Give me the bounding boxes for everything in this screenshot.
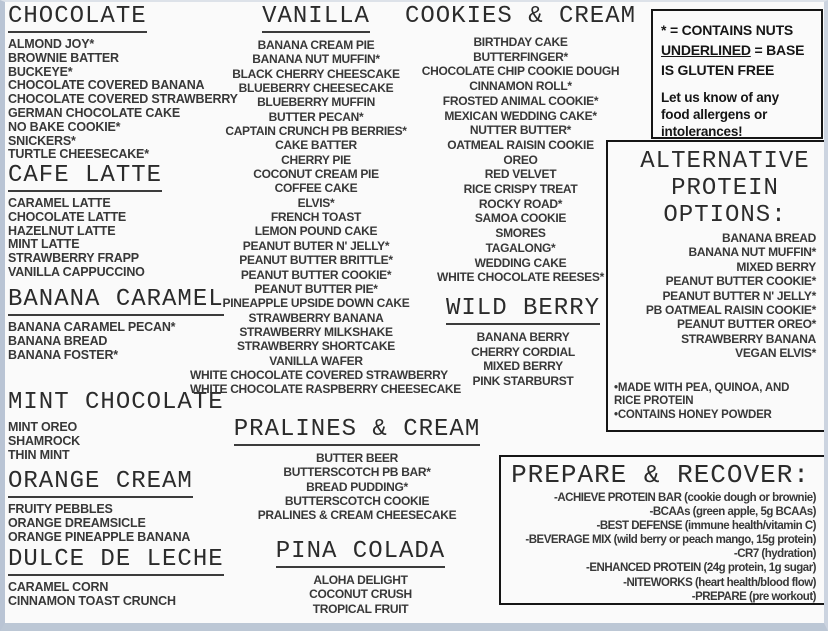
menu-item: VANILLA CAPPUCCINO xyxy=(8,264,145,279)
product-item: -BEVERAGE MIX (wild berry or peach mango, 15g protein) xyxy=(525,534,816,547)
menu-item: BUTTERSCOTCH PB BAR* xyxy=(283,465,431,480)
menu-item: SMORES xyxy=(495,226,546,241)
menu-item: BREAD PUDDING* xyxy=(306,479,408,494)
section-pina-colada-title: PINA COLADA xyxy=(276,539,445,568)
menu-item: CAKE BATTER xyxy=(275,138,357,153)
menu-item: FRENCH TOAST xyxy=(270,210,362,225)
menu-item: PB OATMEAL RAISIN COOKIE* xyxy=(645,303,816,318)
menu-item: BLUEBERRY CHEESECAKE xyxy=(238,81,394,96)
prepare-recover-box xyxy=(499,455,826,605)
section-dulce-de-leche-title: DULCE DE LECHE xyxy=(8,547,224,576)
menu-item: CAPTAIN CRUNCH PB BERRIES* xyxy=(225,124,407,139)
menu-item: COCONUT CREAM PIE xyxy=(253,167,379,182)
section-chocolate-title: CHOCOLATE xyxy=(8,4,147,33)
alt-title-line-2: PROTEIN xyxy=(671,175,779,202)
menu-item: PINEAPPLE UPSIDE DOWN CAKE xyxy=(222,296,410,311)
allergen-legend-box xyxy=(651,9,823,139)
menu-item: MINT OREO xyxy=(8,420,78,434)
section-pina-colada xyxy=(248,539,473,616)
section-pralines-cream-title: PRALINES & CREAM xyxy=(234,417,480,446)
menu-item: STRAWBERRY BANANA xyxy=(248,310,384,325)
section-orange-cream-items xyxy=(8,503,233,544)
menu-item: CARAMEL CORN xyxy=(8,580,109,594)
section-wild-berry xyxy=(428,296,618,389)
menu-item: WEDDING CAKE xyxy=(474,255,567,270)
menu-item: ALOHA DELIGHT xyxy=(313,573,408,587)
menu-item: ORANGE DREAMSICLE xyxy=(8,515,146,530)
section-orange-cream xyxy=(8,469,233,544)
menu-item: BUCKEYE* xyxy=(8,64,73,79)
menu-item: BANANA FOSTER* xyxy=(8,347,118,362)
menu-item: PEANUT BUTTER COOKIE* xyxy=(665,274,816,289)
menu-item: PINK STARBURST xyxy=(472,374,574,389)
menu-item: SHAMROCK xyxy=(8,433,81,448)
section-wild-berry-items xyxy=(428,330,618,389)
menu-item: CHOCOLATE CHIP COOKIE DOUGH xyxy=(421,64,620,79)
menu-item: MIXED BERRY xyxy=(736,259,816,274)
menu-item: BANANA CARAMEL PECAN* xyxy=(8,320,176,334)
section-mint-chocolate-items xyxy=(8,421,233,462)
menu-item: NO BAKE COOKIE* xyxy=(8,119,121,134)
menu-item: COCONUT CRUSH xyxy=(309,587,412,602)
menu-item: BANANA BREAD xyxy=(722,231,816,245)
menu-item: MINT LATTE xyxy=(8,237,80,252)
menu-item: RICE CRISPY TREAT xyxy=(463,182,578,197)
section-dulce-de-leche xyxy=(8,547,233,609)
gluten-free-note xyxy=(661,40,815,80)
menu-item: CARAMEL LATTE xyxy=(8,196,111,210)
section-vanilla-title: VANILLA xyxy=(262,4,370,33)
menu-item: VEGAN ELVIS* xyxy=(735,346,816,361)
menu-item: GERMAN CHOCOLATE CAKE xyxy=(8,105,180,120)
menu-item: BANANA NUT MUFFIN* xyxy=(252,52,380,67)
menu-item: ALMOND JOY* xyxy=(8,37,95,51)
menu-item: ORANGE PINEAPPLE BANANA xyxy=(8,529,191,544)
menu-item: ELVIS* xyxy=(297,195,335,210)
menu-item: STRAWBERRY SHORTCAKE xyxy=(236,339,395,354)
menu-item: CHOCOLATE COVERED BANANA xyxy=(8,78,205,93)
product-item: -ACHIEVE PROTEIN BAR (cookie dough or brownie) xyxy=(554,492,816,504)
menu-item: MEXICAN WEDDING CAKE* xyxy=(444,108,597,123)
gluten-free-note-rest: = BASE IS GLUTEN FREE xyxy=(661,42,805,78)
menu-item: CHOCOLATE LATTE xyxy=(8,209,127,224)
product-item: -BEST DEFENSE (immune health/vitamin C) xyxy=(596,520,816,533)
menu-item: BLUEBERRY MUFFIN xyxy=(257,95,375,110)
menu-item: STRAWBERRY BANANA xyxy=(681,331,816,346)
menu-item: FROSTED ANIMAL COOKIE* xyxy=(442,93,599,108)
menu-item: SNICKERS* xyxy=(8,133,76,148)
alternative-protein-title xyxy=(614,148,818,229)
menu-item: BANANA NUT MUFFIN* xyxy=(688,245,816,260)
menu-item: PEANUT BUTTER OREO* xyxy=(677,317,816,332)
menu-item: PRALINES & CREAM CHEESECAKE xyxy=(257,508,457,523)
section-cookies-cream-items xyxy=(403,35,638,285)
menu-item: PEANUT BUTTER BRITTLE* xyxy=(239,253,393,268)
section-dulce-de-leche-items xyxy=(8,581,233,609)
menu-item: WHITE CHOCOLATE RASPBERRY CHEESECAKE xyxy=(190,382,462,397)
menu-item: BUTTERSCOTCH COOKIE xyxy=(284,494,430,509)
menu-item: BANANA CREAM PIE xyxy=(257,38,375,52)
menu-item: ROCKY ROAD* xyxy=(478,196,563,211)
menu-item: OATMEAL RAISIN COOKIE xyxy=(447,137,594,152)
section-mint-chocolate xyxy=(8,390,233,462)
section-pina-colada-items xyxy=(248,573,473,616)
menu-item: OREO xyxy=(503,152,538,167)
menu-item: CHERRY PIE xyxy=(281,152,351,167)
product-item: -CR7 (hydration) xyxy=(733,548,816,561)
menu-item: BROWNIE BATTER xyxy=(8,50,119,65)
contains-nuts-note: * = CONTAINS NUTS xyxy=(661,22,794,38)
section-cookies-cream xyxy=(403,4,638,285)
menu-item: MIXED BERRY xyxy=(483,359,563,374)
menu-item: BUTTER PECAN* xyxy=(268,109,364,124)
menu-item: STRAWBERRY FRAPP xyxy=(8,251,139,266)
alt-title-line-1: ALTERNATIVE xyxy=(640,148,810,175)
alternative-protein-items xyxy=(614,231,818,361)
product-item: -BCAAs (green apple, 5g BCAAs) xyxy=(649,506,816,519)
product-item: -NITEWORKS (heart health/blood flow) xyxy=(623,576,816,589)
prepare-recover-items xyxy=(505,491,816,604)
alternative-protein-box xyxy=(606,140,826,432)
menu-item: NUTTER BUTTER* xyxy=(469,123,572,138)
section-pralines-cream-items xyxy=(233,451,481,523)
menu-item: CHERRY CORDIAL xyxy=(471,344,575,359)
menu-item: THIN MINT xyxy=(8,447,70,462)
product-item: -PREPARE (pre workout) xyxy=(691,590,816,603)
prepare-recover-title: PREPARE & RECOVER: xyxy=(511,460,810,490)
menu-item: BUTTER BEER xyxy=(315,451,399,465)
footnote: •CONTAINS HONEY POWDER xyxy=(614,408,772,421)
menu-item: FRUITY PEBBLES xyxy=(8,502,113,516)
menu-item: BANANA BERRY xyxy=(476,330,570,344)
menu-item: CINNAMON ROLL* xyxy=(469,79,572,94)
menu-item: WHITE CHOCOLATE REESES* xyxy=(437,270,604,285)
menu-item: SAMOA COOKIE xyxy=(474,211,567,226)
menu-item: COFFEE CAKE xyxy=(274,181,358,196)
menu-item: BIRTHDAY CAKE xyxy=(473,35,568,49)
section-cookies-cream-title: COOKIES & CREAM xyxy=(404,3,637,30)
alt-title-line-3: OPTIONS: xyxy=(663,202,787,229)
footnote: •MADE WITH PEA, QUINOA, AND RICE PROTEIN xyxy=(614,381,790,407)
menu-item: PEANUT BUTER N' JELLY* xyxy=(242,238,390,253)
menu-item: PEANUT BUTTER PIE* xyxy=(254,281,378,296)
menu-item: VANILLA WAFER xyxy=(269,353,363,368)
product-item: -ENHANCED PROTEIN (24g protein, 1g sugar) xyxy=(586,562,816,575)
menu-item: BLACK CHERRY CHEESCAKE xyxy=(232,66,400,81)
section-pralines-cream xyxy=(233,417,481,523)
menu-item: TROPICAL FRUIT xyxy=(312,601,409,616)
prepare-recover-title-wrap xyxy=(505,461,816,491)
alternative-protein-footnotes xyxy=(614,382,818,423)
allergy-note: Let us know of any food allergens or intolerances! xyxy=(661,90,779,139)
menu-item: CINNAMON TOAST CRUNCH xyxy=(8,593,176,608)
menu-item: STRAWBERRY MILKSHAKE xyxy=(239,324,393,339)
menu-item: PEANUT BUTTER N' JELLY* xyxy=(662,288,816,303)
section-mint-chocolate-title: MINT CHOCOLATE xyxy=(8,389,224,416)
menu-item: LEMON POUND CAKE xyxy=(254,224,378,239)
menu-item: BUTTERFINGER* xyxy=(473,49,568,64)
menu-item: TURTLE CHEESECAKE* xyxy=(8,147,149,162)
menu-item: WHITE CHOCOLATE COVERED STRAWBERRY xyxy=(190,367,448,382)
menu-item: PEANUT BUTTER COOKIE* xyxy=(240,267,392,282)
menu-item: RED VELVET xyxy=(484,167,557,182)
section-banana-caramel-title: BANANA CARAMEL xyxy=(8,287,224,316)
gluten-free-underlined-word: UNDERLINED xyxy=(661,42,751,58)
menu-item: CHOCOLATE COVERED STRAWBERRY xyxy=(8,92,238,107)
section-wild-berry-title: WILD BERRY xyxy=(446,296,600,325)
section-cafe-latte-title: CAFE LATTE xyxy=(8,163,162,192)
menu-item: BANANA BREAD xyxy=(8,333,108,348)
menu-item: HAZELNUT LATTE xyxy=(8,223,116,238)
menu-item: TAGALONG* xyxy=(485,240,556,255)
section-orange-cream-title: ORANGE CREAM xyxy=(8,469,193,498)
